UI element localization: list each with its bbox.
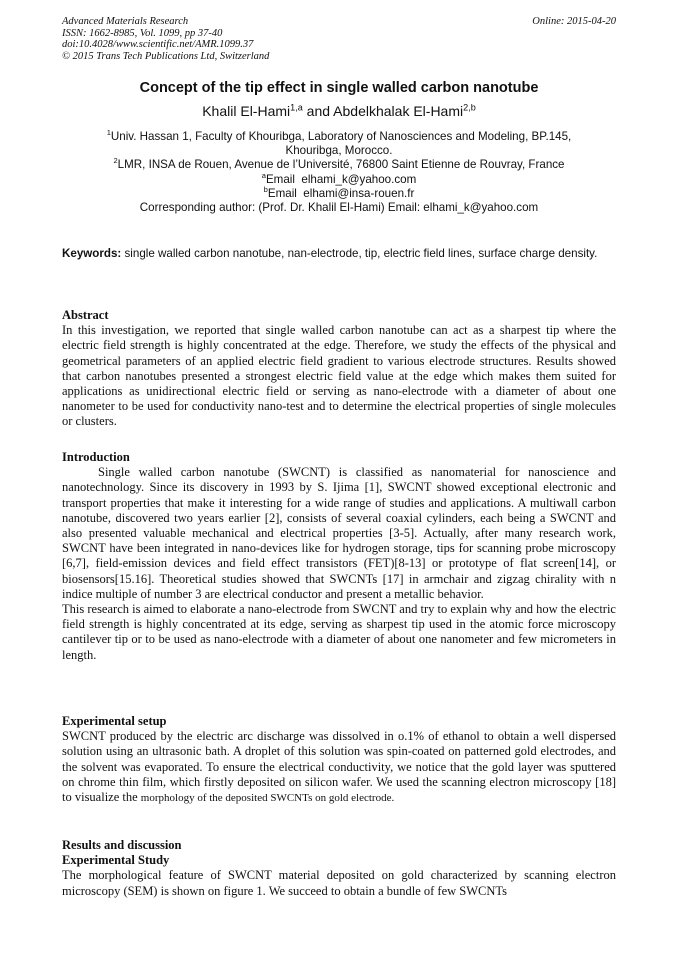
abstract-heading: Abstract <box>62 308 109 322</box>
author-1-sup: 1,a <box>290 102 303 113</box>
abstract-section <box>62 308 616 430</box>
paper-title: Concept of the tip effect in single walled carbon nanotube <box>139 80 539 96</box>
introduction-paragraph-2: This research is aimed to elaborate a nano-electrode from SWCNT and try to explain why and how the electric field strength is highly concentrated at its edge, serving as sharpest tip used in the atomic force microscopy cantilever tip or to be used as nano-electrode with a diameter of about one nanometer and few micrometers in length. <box>62 602 616 662</box>
introduction-heading: Introduction <box>62 450 130 464</box>
keywords <box>62 246 616 261</box>
author-2: Abdelkhalak El-Hami <box>333 103 464 119</box>
online-date: Online: 2015-04-20 <box>532 16 616 27</box>
author-1: Khalil El-Hami <box>202 103 291 119</box>
results-text: The morphological feature of SWCNT material deposited on gold characterized by scanning electron microscopy (SEM) is shown on figure 1. We succeed to obtain a bundle of few SWCNTs <box>62 868 616 898</box>
copyright-line: © 2015 Trans Tech Publications Ltd, Switzerland <box>62 50 270 62</box>
results-section <box>62 838 616 899</box>
experimental-text: SWCNT produced by the electric arc discharge was dissolved in o.1% of ethanol to obtain a well dispersed solution using an ultrasonic bath. A droplet of this solution was spin-coated on patterned gold electrodes, and the solvent was evaporated. To ensure the electrical conductivity, we notice that the gold layer was sputtered on chrome thin film, which firstly deposited on silicon wafer. We used the scanning electron microscopy [18] to visualize the morphology of the deposited SWCNTs on gold electrode. <box>62 729 616 805</box>
author-2-sup: 2,b <box>463 102 476 113</box>
affiliation-1: $^1$Univ. Hassan 1, Faculty of Khouribga, Laboratory of Nanosciences and Modeling, BP.145, <box>106 128 572 143</box>
affiliations <box>62 130 616 215</box>
introduction-paragraph-1: Single walled carbon nanotube (SWCNT) is classified as nanomaterial for nanoscience and nanotechnology. Since its discovery in 1993 by S. Ijima [1], SWCNT showed exceptional electronic and transport properties that make it interesting for a wide range of studies and applications. A multiwall carbon nanotube, discovered two years earlier [2], consists of several coaxial cylinders, each being a SWCNT and also presented valuable mechanical and electrical properties [3-5]. Actually, after many research work, SWCNT have been integrated in nano-devices like for hydrogen storage, tips for scanning probe microscopy [6,7], field-emission devices and field effect transistors (FET)[8-13] or prototype of flat screen[14], or biosensors[15.16]. Theoretical studies showed that SWCNTs [17] in armchair and zigzag chirality with n indice multiple of number 3 are electrical conductor and present a metallic behavior. <box>62 465 616 601</box>
corresponding-author: Corresponding author: (Prof. Dr. Khalil El-Hami) Email: elhami_k@yahoo.com <box>139 201 539 215</box>
journal-header <box>62 16 616 62</box>
journal-name: Advanced Materials Research <box>62 16 189 27</box>
keywords-text: single walled carbon nanotube, nan-electrode, tip, electric field lines, surface charge density. <box>121 247 598 260</box>
results-heading: Results and discussion <box>62 838 182 852</box>
email-a: $^a$Email elhami_k@yahoo.com <box>261 170 417 186</box>
experimental-section <box>62 714 616 806</box>
email-b: $^b$Email elhami@insa-rouen.fr <box>263 184 415 200</box>
experimental-heading: Experimental setup <box>62 714 167 728</box>
affiliation-2: $^2$LMR, INSA de Rouen, Avenue de l’Université, 76800 Saint Etienne de Rouvray, France <box>113 156 565 172</box>
author-line <box>62 103 616 119</box>
introduction-section <box>62 450 616 663</box>
author-and: and <box>302 103 334 119</box>
experimental-study-heading: Experimental Study <box>62 853 170 868</box>
abstract-text: In this investigation, we reported that single walled carbon nanotube can act as a sharpest tip where the electric field strength is highly concentrated at the edge. Therefore, we study the effects of the physical and geometrical parameters of an applied electric field gradient to various electrode structures. Results showed that carbon nanotubes presented a strongest electric field value at the edge which makes them suited for applications as unidirectional electric field or serving as nano-electrode with a diameter of about one nanometer to be used for conductivity nano-test and to determine the electrical properties of single molecules or clusters. <box>62 323 616 429</box>
keywords-label: Keywords: <box>62 247 122 260</box>
doi-line: doi:10.4028/www.scientific.net/AMR.1099.37 <box>62 39 254 51</box>
issn-line: ISSN: 1662-8985, Vol. 1099, pp 37-40 <box>62 27 223 39</box>
affiliation-1-cont: Khouribga, Morocco. <box>285 144 393 158</box>
